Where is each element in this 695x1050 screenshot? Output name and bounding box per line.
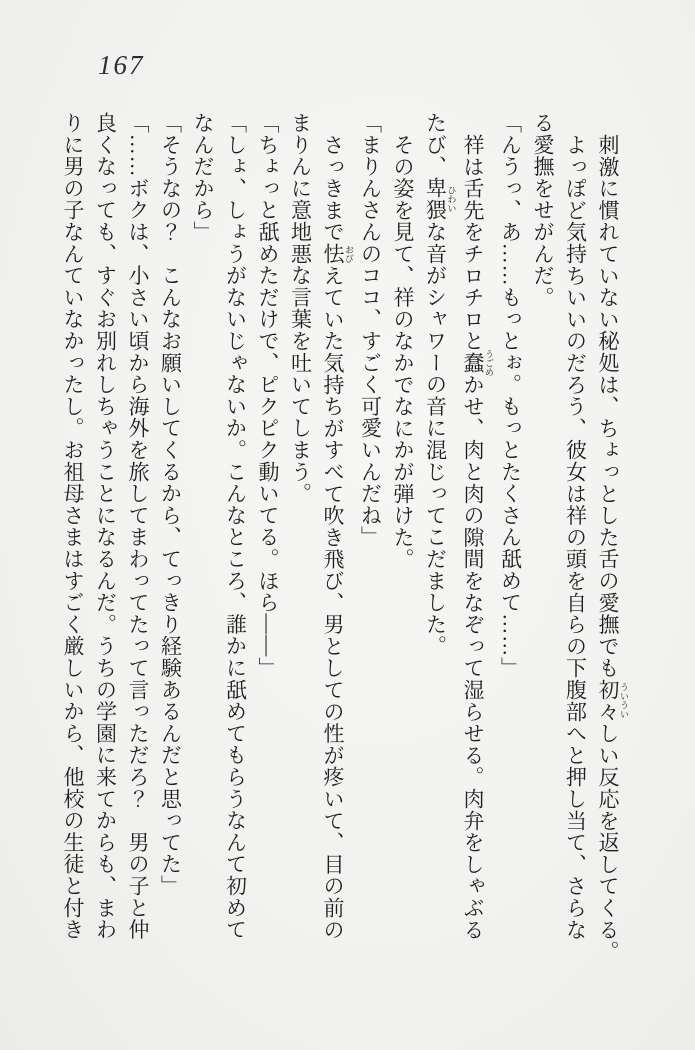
text-line: 「そうなの？ こんなお願いしてくるから、てっきり経験あるんだと思ってた」 [158, 112, 183, 897]
text-line: 「んうっ、あ……もっとぉ。もっとたくさん舐めて……」 [498, 112, 523, 679]
text-line: 祥は舌先をチロチロと蠢 うごめかせ、肉と肉の隙間をなぞって湿らせる。肉弁をしゃぶる [461, 134, 494, 941]
text-line: 刺激に慣れていない秘処は、ちょっとした舌の愛撫でも初々 ういういしい反応を返してくる。 [596, 134, 629, 963]
text-line: る愛撫をせがんだ。 [531, 112, 555, 309]
text-line: たび、卑猥 ひわいな音がシャワーの音に混じってこだました。 [423, 112, 457, 658]
text-line: よっぽど気持ちいいのだろう、彼女は祥の頭を自らの下腹部へと押し当て、さらな [563, 134, 588, 941]
text-block [57, 112, 630, 970]
ruby-annotated-word: 怯 おび [321, 243, 354, 265]
ruby-annotated-word: 初々 ういうい [596, 679, 629, 723]
text-line: 良くなっても、すぐお別れしちゃうことになるんだ。うちの学園に来てからも、まわ [93, 112, 118, 941]
text-line: 「しょ、しょうがないじゃないか。こんなところ、誰かに舐めてもらうなんて初めて [223, 112, 248, 941]
text-line: りに男の子なんていなかったし。お祖母さまはすごく厳しいから、他校の生徒と付き [61, 112, 85, 941]
ruby-annotated-word: 蠢 うごめ [461, 349, 494, 377]
page-number: 167 [98, 50, 145, 80]
text-line: その姿を見て、祥のなかでなにかが弾けた。 [391, 134, 415, 570]
text-line: なんだから」 [191, 112, 215, 243]
text-line: さっきまで怯 おびえていた気持ちがすべて吹き飛び、男としての性が疼いて、目の前の [321, 134, 354, 941]
text-line: 「まりんさんのココ、すごく可愛いんだね」 [358, 112, 383, 548]
text-line: まりんに意地悪な言葉を吐いてしまう。 [288, 112, 313, 505]
ruby-annotated-word: 卑猥 ひわい [423, 177, 457, 222]
text-line: 「……ボクは、小さい頃から海外を旅してまわってたって言っただろ？ 男の子と仲 [126, 112, 150, 941]
text-line: 「ちょっと舐めただけで、ピクピク動いてる。ほら――」 [256, 112, 280, 679]
